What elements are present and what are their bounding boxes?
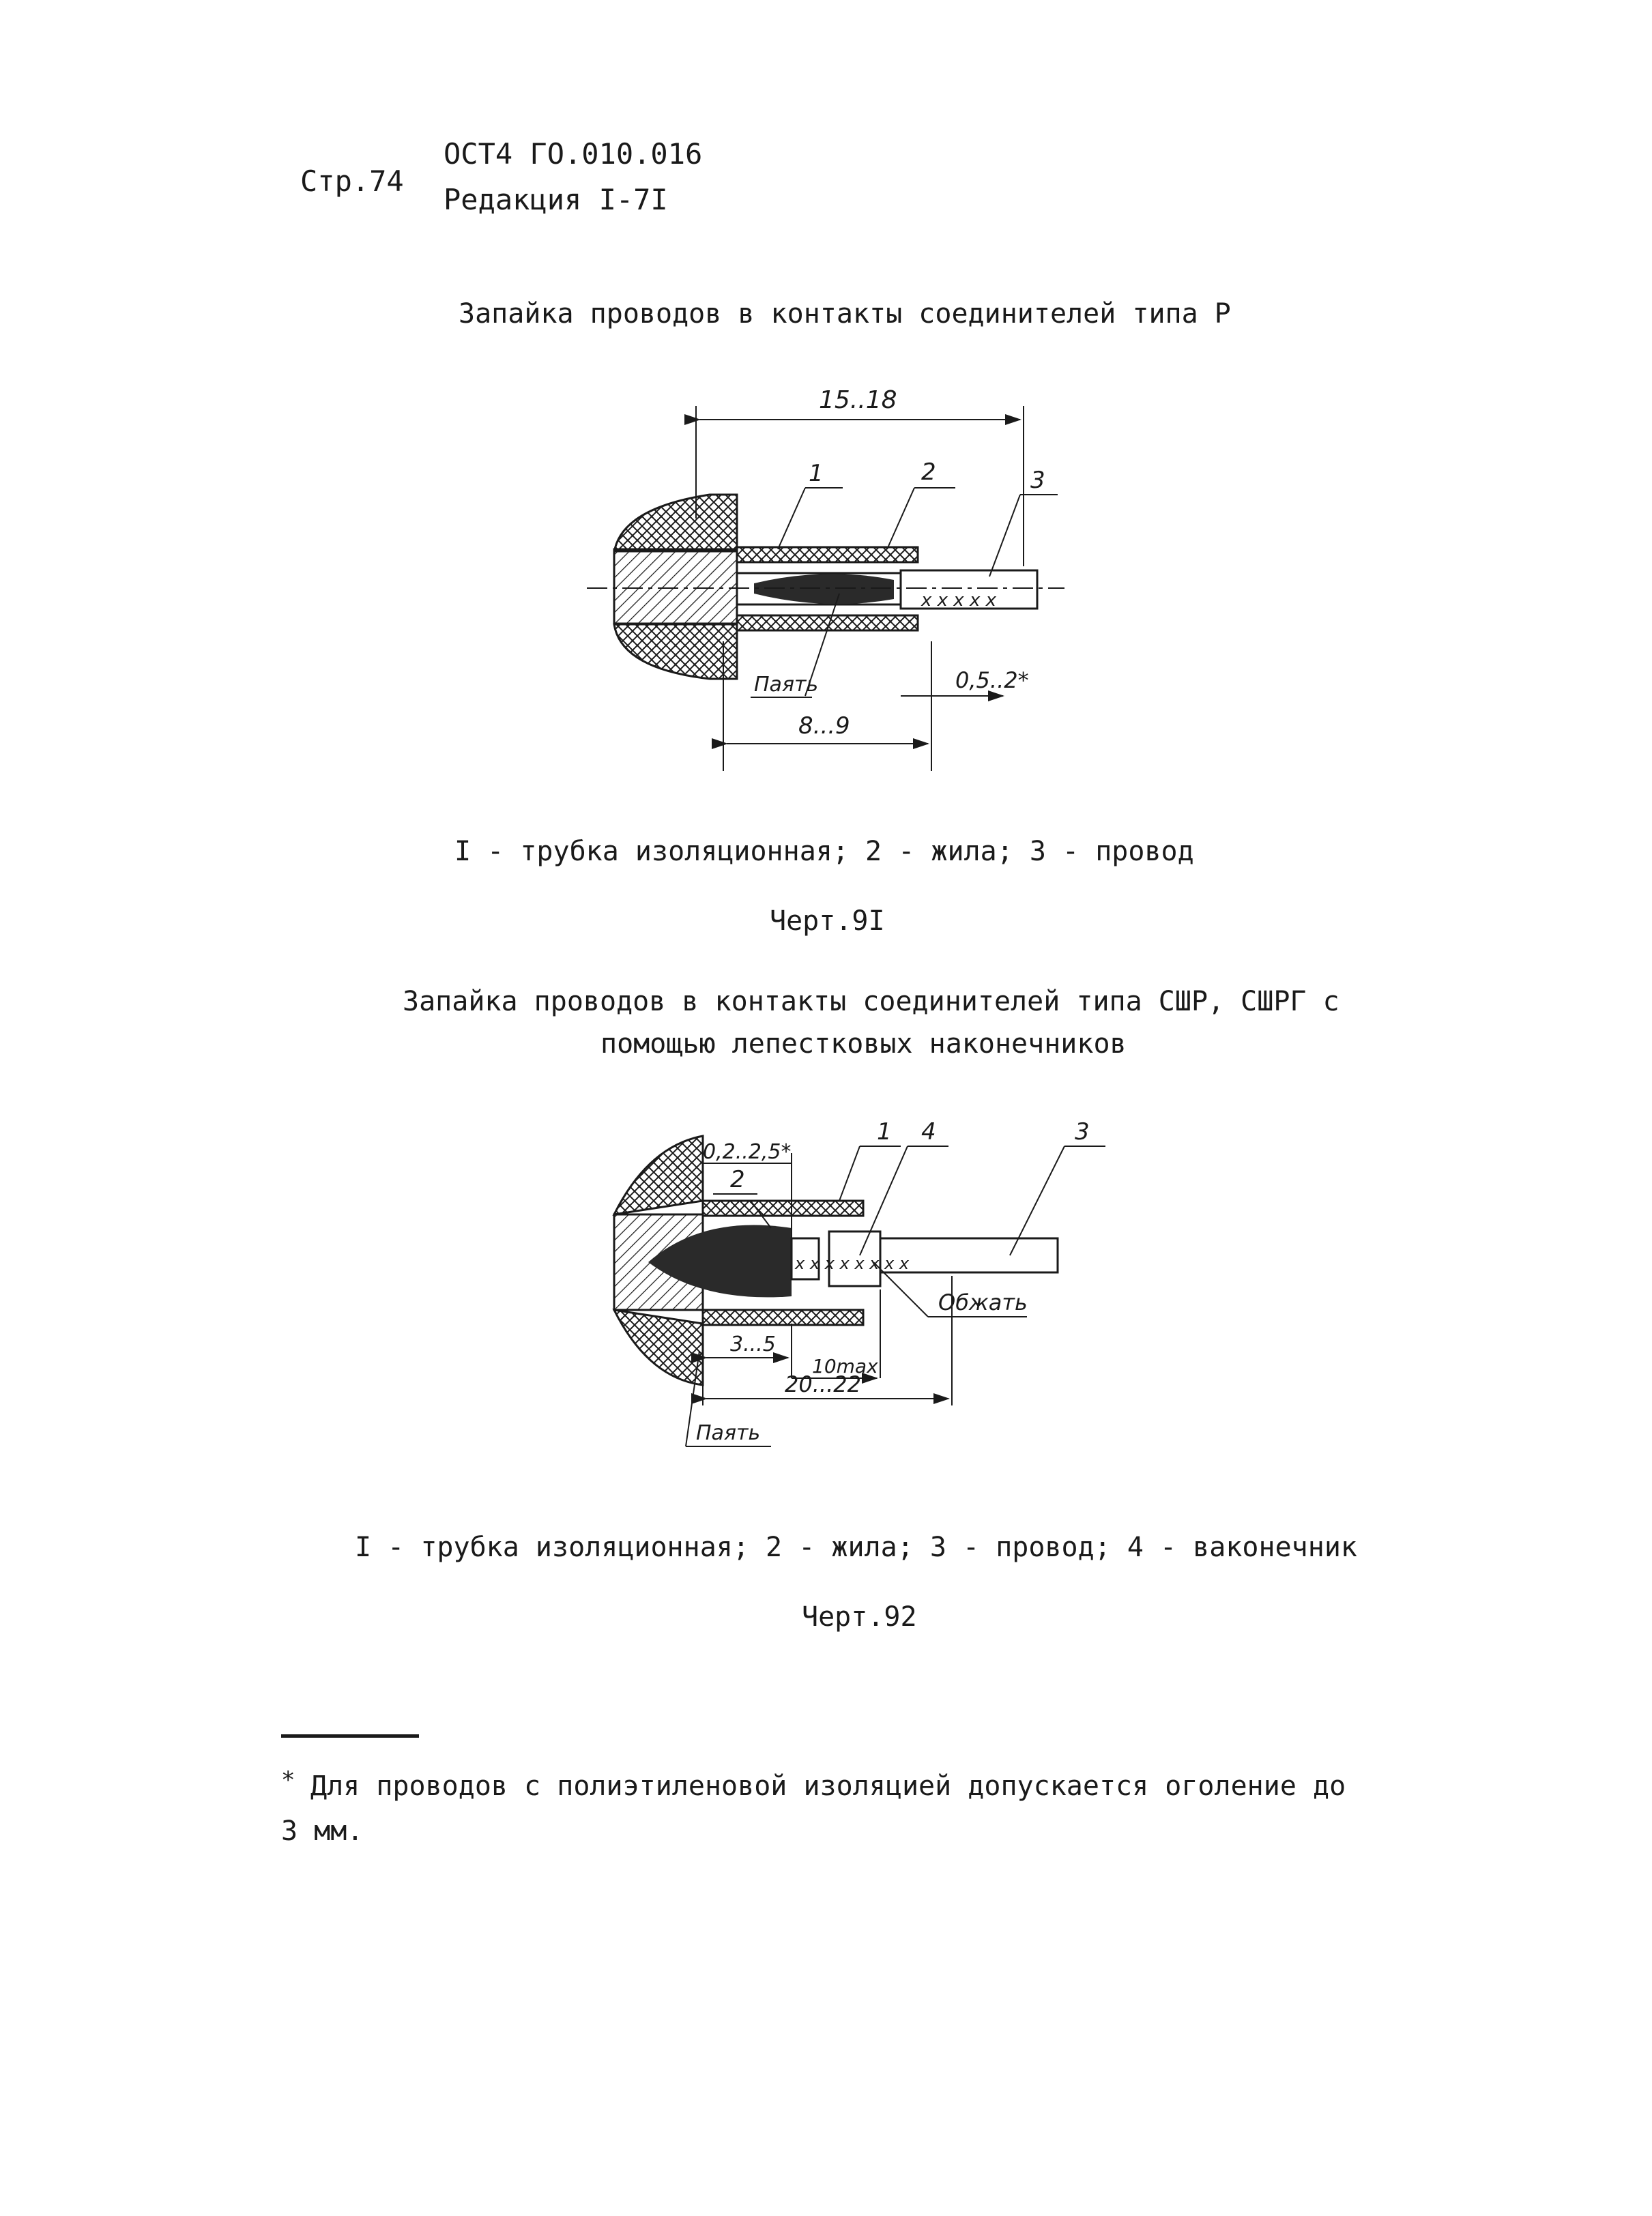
solder-label-92: Паять [696,1421,761,1445]
dim-strip-92: 0,2..2,5* [703,1140,792,1164]
svg-text:x x x x x x x x: x x x x x x x x [795,1254,910,1273]
connector-body-lower [614,624,737,679]
figure-92-legend: I - трубка изоляционная; 2 - жила; 3 - провод; 4 - ваконечник [355,1532,1358,1563]
footnote-marker: * [281,1766,295,1794]
callout-2-fig92: 2 [730,1166,745,1193]
callout-3-fig91: 3 [1030,467,1045,494]
footnote-line2: 3 мм. [281,1816,364,1847]
callout-2-fig91: 2 [921,458,936,486]
figure-91-caption: Черт.9I [770,905,885,937]
solder-core [754,574,894,604]
svg-text:x x x x x: x x x x x [921,590,996,611]
figure-91-title: Запайка проводов в контакты соединителей типа Р [459,298,1231,330]
revision-label: Редакция I-7I [444,183,668,216]
dim-strip-91: 0,5..2* [955,667,1029,693]
figure-91-drawing [580,368,1167,778]
callout-4-fig92: 4 [921,1118,936,1146]
dim-overall-92: 20...22 [785,1371,861,1397]
crimp-label-92: Обжать [938,1289,1028,1315]
insulating-tube-lower-92 [703,1310,863,1325]
connector-body-upper-92 [614,1136,703,1214]
figure-92-drawing [587,1105,1160,1501]
footnote-rule [281,1734,419,1738]
solder-label-91: Паять [754,673,819,697]
page-number: Стр.74 [300,164,404,198]
connector-body-lower-92 [614,1310,703,1385]
figure-92-caption: Черт.92 [802,1601,917,1633]
insulating-tube-upper-92 [703,1201,863,1216]
callout-1-fig91: 1 [809,460,824,487]
callout-3-fig92: 3 [1075,1118,1090,1146]
figure-92-title-line1: Запайка проводов в контакты соединителей типа СШР, СШРГ с [403,986,1339,1017]
dim-overall-91: 15..18 [819,386,897,414]
figure-92-title-line2: помощью лепестковых наконечников [600,1028,1127,1060]
standard-code: ОСТ4 ГО.010.016 [444,137,703,171]
dim-depth-92: 3...5 [730,1332,776,1356]
insulating-tube-upper [737,547,918,562]
callout-1-fig92: 1 [877,1118,892,1146]
connector-body-upper [614,495,737,553]
footnote-line1: Для проводов с полиэтиленовой изоляцией допускается оголение до [310,1770,1346,1802]
dim-solder-length-91: 8...9 [798,712,850,740]
figure-91-legend: I - трубка изоляционная; 2 - жила; 3 - провод [454,836,1194,867]
dim-lug-max-92: 10max [812,1355,878,1377]
